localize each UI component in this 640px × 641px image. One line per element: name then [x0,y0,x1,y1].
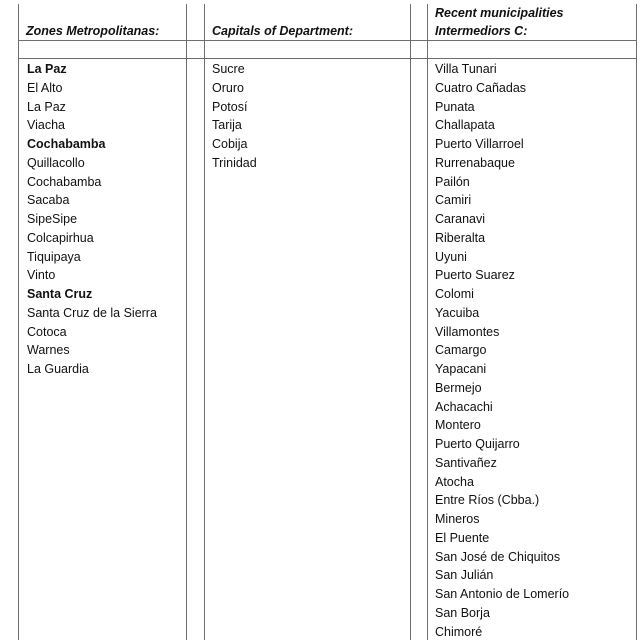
list-item: Santivañez [435,454,569,473]
list-item: Chimoré [435,623,569,641]
list-item: SipeSipe [27,210,157,229]
list-item: Cotoca [27,323,157,342]
list-item: Uyuni [435,248,569,267]
list-item: San Julián [435,566,569,585]
header-bottom-rule [18,40,636,41]
list-item: Bermejo [435,379,569,398]
recent-municipalities-list [435,60,569,641]
list-item: Puerto Suarez [435,266,569,285]
list-item: Warnes [27,341,157,360]
list-item: Sucre [212,60,257,79]
list-item: Riberalta [435,229,569,248]
list-item: Viacha [27,116,157,135]
column-border [636,4,637,640]
list-item: Villa Tunari [435,60,569,79]
list-item: Achacachi [435,398,569,417]
list-item: Colomi [435,285,569,304]
list-item: Cobija [212,135,257,154]
header-capitals-of-department: Capitals of Department: [212,22,353,40]
column-border [18,4,19,640]
list-item: San Borja [435,604,569,623]
list-item: Oruro [212,79,257,98]
capitals-of-department-list [212,60,257,173]
list-item: La Guardia [27,360,157,379]
list-item: La Paz [27,98,157,117]
list-item: Trinidad [212,154,257,173]
list-item: Potosí [212,98,257,117]
list-item: Tiquipaya [27,248,157,267]
list-item: Entre Ríos (Cbba.) [435,491,569,510]
list-item: Camiri [435,191,569,210]
list-item: Rurrenabaque [435,154,569,173]
list-item: La Paz [27,60,157,79]
list-item: Quillacollo [27,154,157,173]
list-item: Yapacani [435,360,569,379]
list-item: El Puente [435,529,569,548]
list-item: Yacuiba [435,304,569,323]
list-item: Tarija [212,116,257,135]
column-border [186,4,187,640]
list-item: Vinto [27,266,157,285]
list-item: Punata [435,98,569,117]
list-item: Cuatro Cañadas [435,79,569,98]
list-item: Challapata [435,116,569,135]
list-item: San Antonio de Lomerío [435,585,569,604]
list-item: Colcapirhua [27,229,157,248]
column-border [410,4,411,640]
list-item: Puerto Villarroel [435,135,569,154]
list-item: El Alto [27,79,157,98]
list-item: Sacaba [27,191,157,210]
list-item: Mineros [435,510,569,529]
list-item: Caranavi [435,210,569,229]
list-item: Atocha [435,473,569,492]
column-border [427,4,428,640]
list-item: Santa Cruz [27,285,157,304]
list-item: Puerto Quijarro [435,435,569,454]
spacer-row-rule [18,58,636,59]
list-item: Santa Cruz de la Sierra [27,304,157,323]
list-item: Montero [435,416,569,435]
column-border [204,4,205,640]
list-item: Cochabamba [27,173,157,192]
header-recent-municipalities-line2: Intermediors C: [435,22,527,40]
list-item: Pailón [435,173,569,192]
list-item: Cochabamba [27,135,157,154]
header-zones-metropolitanas: Zones Metropolitanas: [26,22,159,40]
list-item: San José de Chiquitos [435,548,569,567]
list-item: Villamontes [435,323,569,342]
header-recent-municipalities-line1: Recent municipalities [435,4,564,22]
list-item: Camargo [435,341,569,360]
zones-metropolitanas-list [27,60,157,379]
